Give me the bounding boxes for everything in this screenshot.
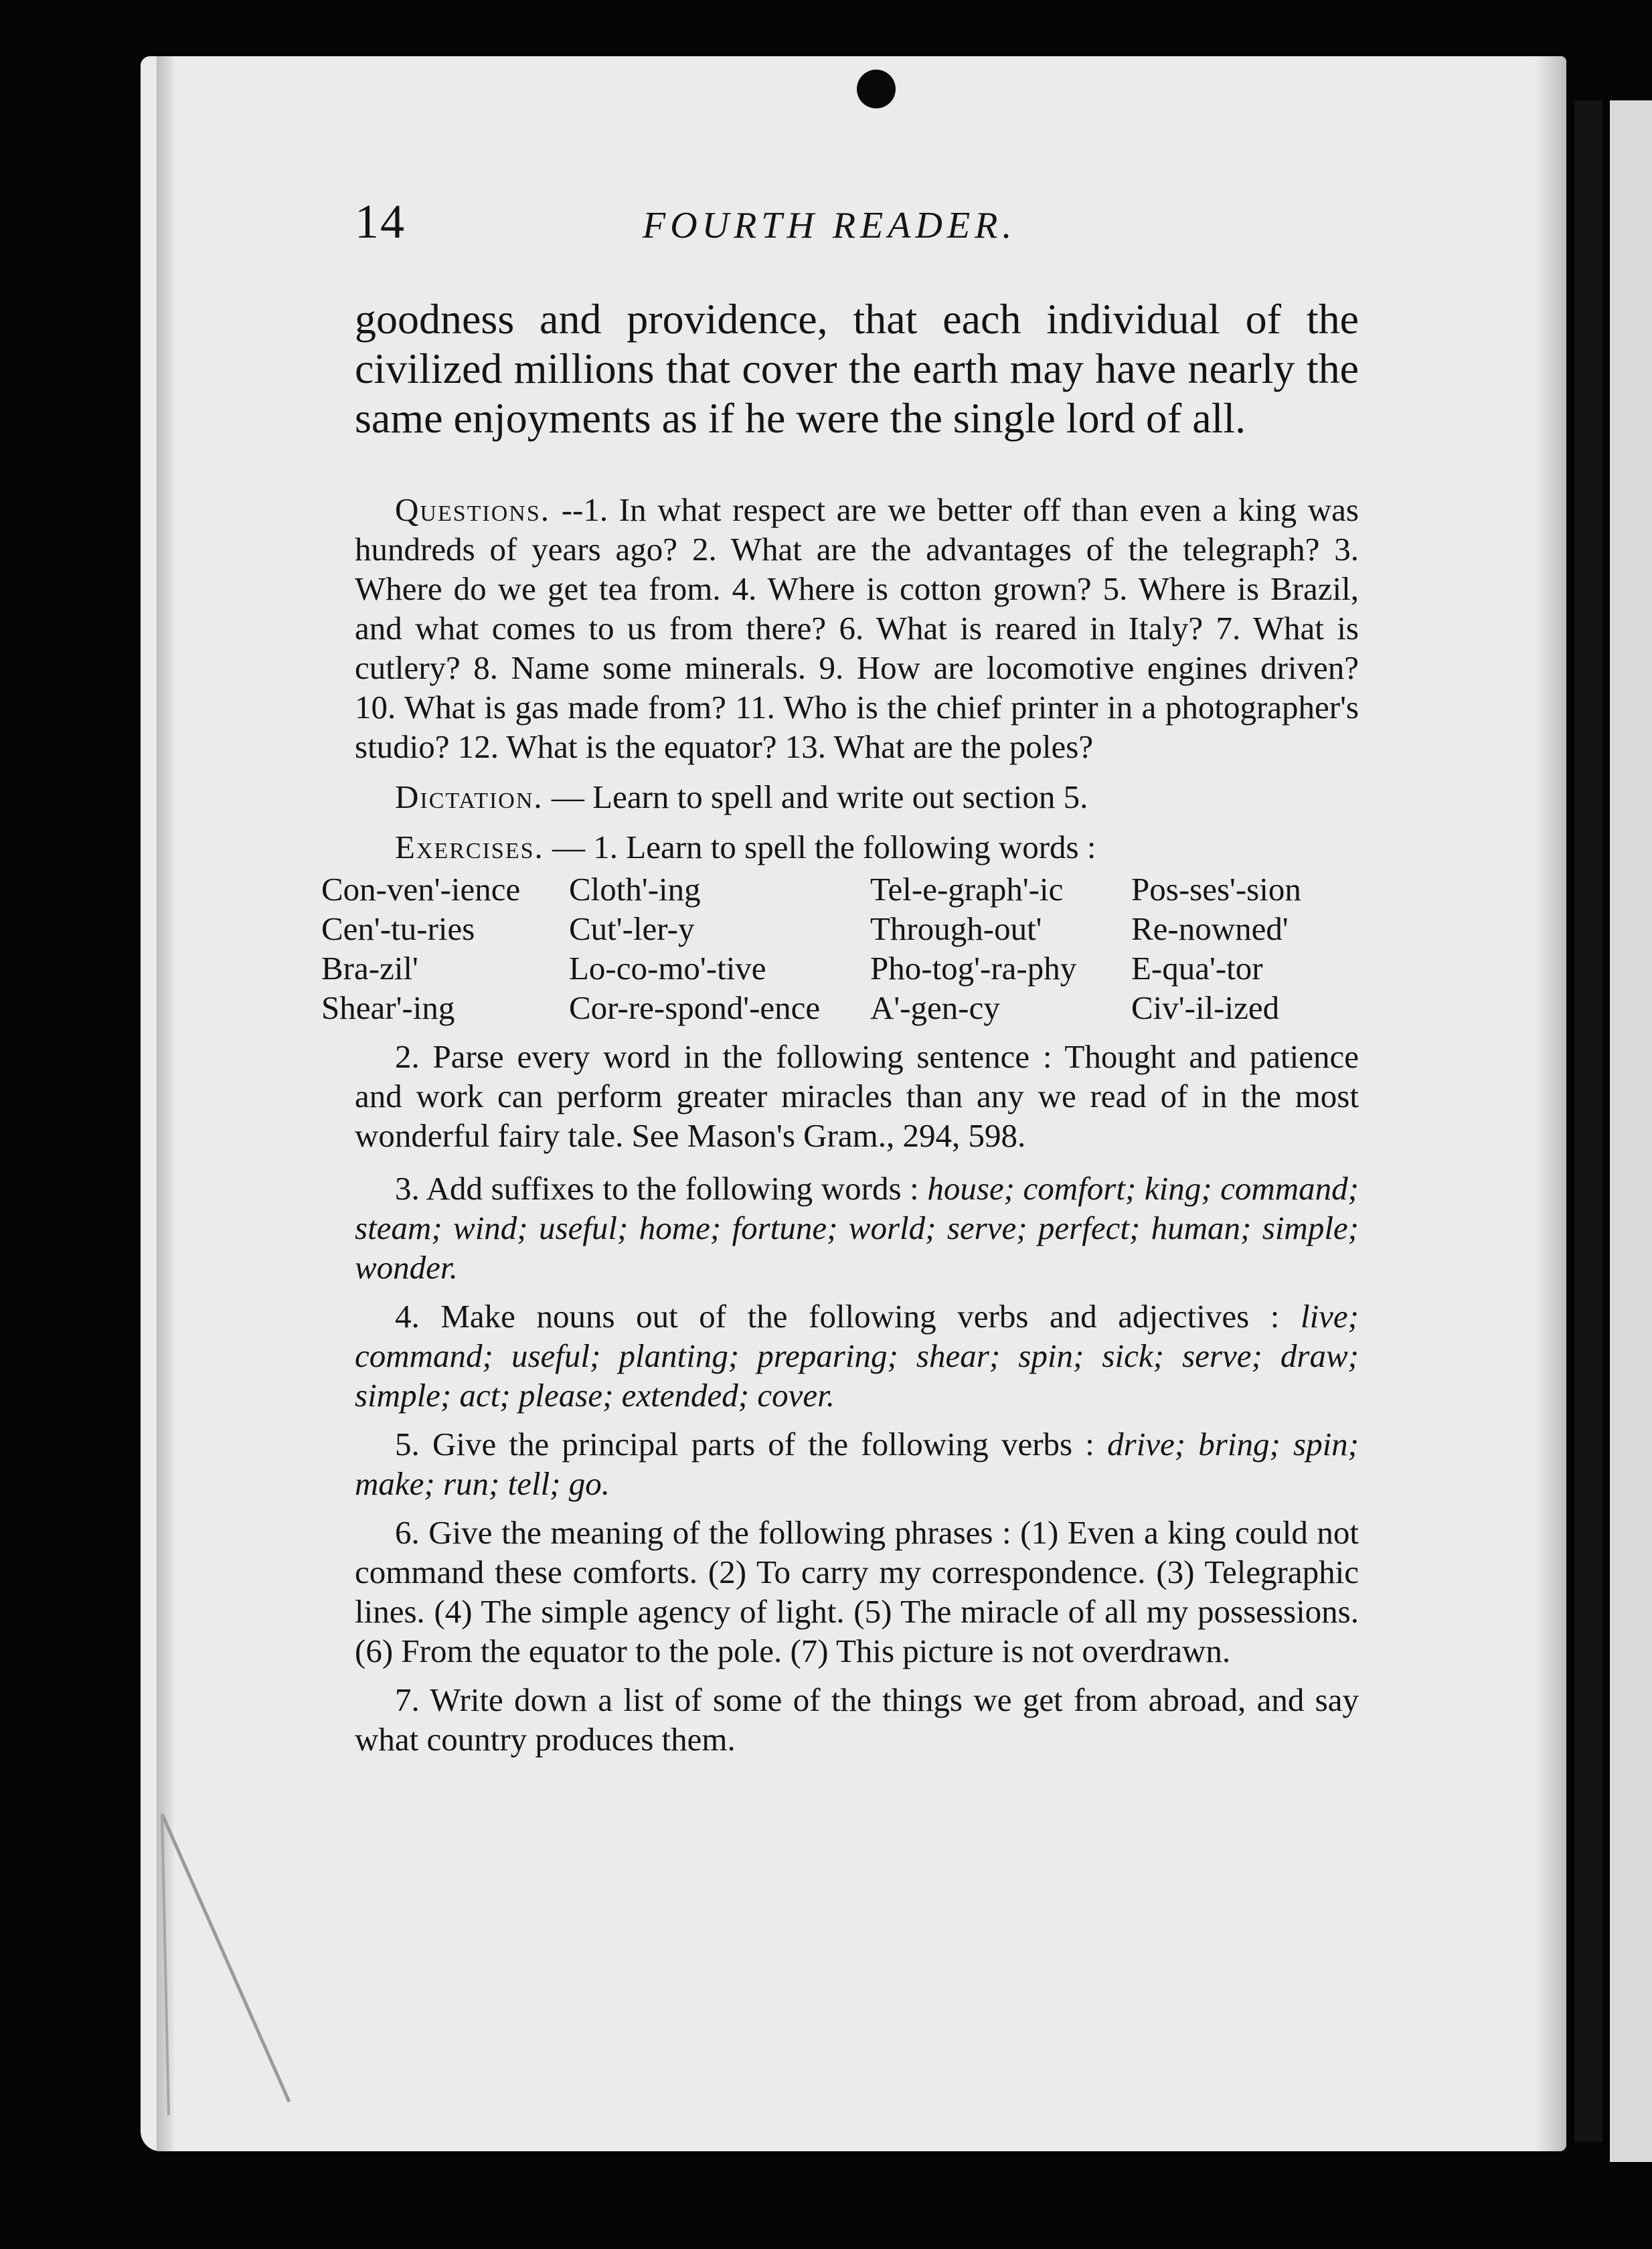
body-paragraph: goodness and providence, that each individual of the civilized millions that cover the earth may have nearly the same enjoyments as if he were the single lord of all.	[355, 295, 1359, 442]
spelling-word: Cor-re-spond'-ence	[569, 989, 821, 1026]
exercises-label: Exercises.	[395, 829, 544, 865]
exercise-words: live; command; useful; planting; preparing; shear; spin; sick; serve; draw; simple; act; please; extended; cover.	[355, 1298, 1359, 1414]
exercise-item	[355, 1037, 1359, 1155]
questions-text: --1. In what respect are we better off than even a king was hundreds of years ago? 2. What are the advantages of the telegraph? 3. Where do we get tea from. 4. Where is cotton grown? 5. Where is Brazil, and what comes to us from there? 6. What is reared in Italy? 7. What is cutlery? 8. Name some minerals. 9. How are locomotive engines driven? 10. What is gas made from? 11. Who is the chief printer in a photographer's studio? 12. What is the equator? 13. What are the poles?	[355, 491, 1359, 765]
spelling-word: Cut'-ler-y	[569, 910, 695, 947]
spelling-word: Cloth'-ing	[569, 871, 701, 908]
exercises-heading	[355, 827, 1359, 867]
dictation-section	[355, 777, 1359, 817]
spelling-word: Tel-e-graph'-ic	[870, 871, 1064, 908]
spelling-word: Pho-tog'-ra-phy	[870, 950, 1077, 987]
exercise-item	[355, 1424, 1359, 1503]
exercise-text: 3. Add suffixes to the following words :	[395, 1170, 928, 1207]
exercise-text: 6. Give the meaning of the following phrases : (1) Even a king could not command these comforts. (2) To carry my correspondence. (3) Telegraphic lines. (4) The simple agency of light. (5) The miracle of all my possessions. (6) From the equator to the pole. (7) This picture is not overdrawn.	[355, 1514, 1359, 1669]
page-content	[321, 194, 1359, 1768]
spelling-word: Through-out'	[870, 910, 1042, 947]
spelling-word: A'-gen-cy	[870, 989, 1000, 1026]
folded-corner-crease	[155, 1807, 316, 2122]
page-header	[355, 194, 1359, 295]
exercise-list	[355, 1037, 1359, 1759]
ink-blot	[857, 70, 896, 108]
facing-page-edge	[1610, 100, 1652, 2162]
questions-label: Questions.	[395, 491, 550, 528]
exercise-words: house; comfort; king; command; steam; wind; useful; home; fortune; world; serve; perfect; human; simple; wonder.	[355, 1170, 1359, 1286]
running-title: FOURTH READER.	[643, 205, 1017, 246]
dictation-text: — Learn to spell and write out section 5.	[543, 778, 1088, 815]
spelling-word: E-qua'-tor	[1131, 950, 1263, 987]
exercise-item	[355, 1297, 1359, 1415]
spelling-word: Cen'-tu-ries	[321, 910, 475, 947]
exercises-intro: — 1. Learn to spell the following words :	[544, 829, 1096, 865]
spelling-word: Shear'-ing	[321, 989, 455, 1026]
exercise-text: 7. Write down a list of some of the things we get from abroad, and say what country produces them.	[355, 1681, 1359, 1758]
spelling-word: Civ'-il-ized	[1131, 989, 1280, 1026]
exercise-words: drive; bring; spin; make; run; tell; go.	[355, 1426, 1359, 1502]
spelling-word: Bra-zil'	[321, 950, 418, 987]
exercise-text: 4. Make nouns out of the following verbs and adjectives :	[395, 1298, 1301, 1335]
spelling-word: Re-nowned'	[1131, 910, 1289, 947]
exercise-item	[355, 1513, 1359, 1671]
exercise-item	[355, 1680, 1359, 1759]
book-spine	[1574, 100, 1602, 2142]
page-number: 14	[355, 195, 406, 248]
questions-section	[355, 490, 1359, 766]
dictation-label: Dictation.	[395, 778, 544, 815]
spelling-word: Lo-co-mo'-tive	[569, 950, 766, 987]
spelling-word: Con-ven'-ience	[321, 871, 521, 908]
exercise-text: 2. Parse every word in the following sentence : Thought and patience and work can perform greater miracles than any we read of in the most wonderful fairy tale. See Mason's Gram., 294, 598.	[355, 1038, 1359, 1154]
exercise-item	[355, 1169, 1359, 1287]
exercise-text: 5. Give the principal parts of the following verbs :	[395, 1426, 1108, 1463]
spelling-word: Pos-ses'-sion	[1131, 871, 1301, 908]
spelling-word-grid	[321, 869, 1359, 1027]
